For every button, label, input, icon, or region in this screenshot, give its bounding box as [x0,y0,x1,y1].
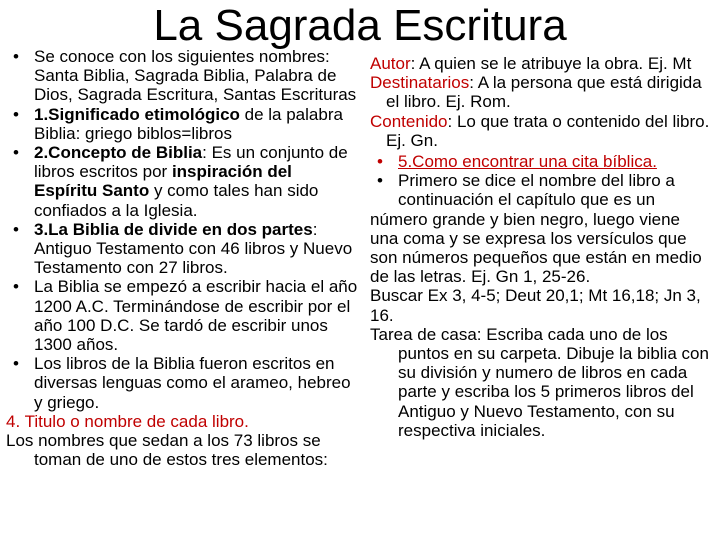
contenido-label: Contenido [370,111,448,131]
list-item-fechas [6,277,358,354]
list-item-partes [6,220,358,278]
bullet: • [377,152,383,172]
slide-title: La Sagrada Escritura [153,1,567,50]
list-item-lenguas [6,354,358,412]
list-item-concepto [6,143,358,220]
explicacion-text: número grande y bien negro, luego viene una coma y se expresa los versículos que son números pequeños que están en medio de las letras. Ej. Gn 1, 25-26. [370,209,702,287]
concepto-text: : Es un conjunto de libros escritos por [34,143,348,182]
list-item-significado [6,105,358,143]
autor-label: Autor [370,54,411,73]
list-item-primero [370,171,712,209]
contenido-item [370,112,712,150]
tarea-text: Tarea de casa: Escriba cada uno de los puntos en su carpeta. Dibuje la biblia con su división y numero de libros en cada parte y escriba los 5 primeros libros del Antiguo y Nuevo Testamento, con su respectiva iniciales. [370,324,709,440]
primero-text: Primero se dice el nombre del libro a continuación el capítulo que es un [398,171,675,210]
concepto-heading: 2.Concepto de Biblia [34,143,203,163]
left-column [6,47,358,469]
significado-heading: 1.Significado etimológico [34,104,240,124]
bullet: • [13,47,19,66]
fechas-text: La Biblia se empezó a escribir hacia el año 1200 A.C. Terminándose de escribir por el año 100 D.C. Se tardó de escribir unos 1300 años. [34,277,358,355]
lenguas-text: Los libros de la Biblia fueron escritos en diversas lenguas como el arameo, hebreo y griego. [34,354,351,412]
section-4-heading: 4. Titulo o nombre de cada libro. [6,411,249,431]
bullet: • [13,277,19,297]
contenido-text: : Lo que trata o contenido del libro. Ej. Gn. [386,111,710,150]
right-column [370,54,712,440]
destinatarios-text: : A la persona que está dirigida el libro. Ej. Rom. [386,73,702,112]
buscar-text: Buscar Ex 3, 4-5; Deut 20,1; Mt 16,18; Jn 3, 16. [370,286,701,325]
concepto-emphasis: inspiración del Espíritu Santo [34,162,292,201]
significado-text: de la palabra Biblia: griego biblos=libros [34,104,343,143]
cita-link[interactable]: 5.Como encontrar una cita bíblica. [398,152,657,172]
bullet: • [13,143,19,163]
destinatarios-label: Destinatarios [370,73,470,93]
concepto-text-end: y como tales han sido confiados a la Iglesia. [34,181,319,220]
destinatarios-item [370,73,712,111]
partes-heading: 3.La Biblia de divide en dos partes [34,219,313,239]
bullet: • [377,171,383,191]
bullet: • [13,219,19,239]
bullet: • [13,354,19,374]
partes-text: : Antiguo Testamento con 46 libros y Nuevo Testamento con 27 libros. [34,219,353,278]
autor-text: : A quien se le atribuye la obra. Ej. Mt [410,54,692,73]
autor-item [370,54,712,73]
nombres-text: Se conoce con los siguientes nombres: Santa Biblia, Sagrada Biblia, Palabra de Dios, Sagrada Escritura, Santas Escrituras [34,47,357,105]
section-4-text: Los nombres que sedan a los 73 libros se toman de uno de estos tres elementos: [6,431,328,470]
list-item-cita [370,152,712,171]
bullet: • [13,104,19,124]
list-item-nombres [6,47,358,105]
